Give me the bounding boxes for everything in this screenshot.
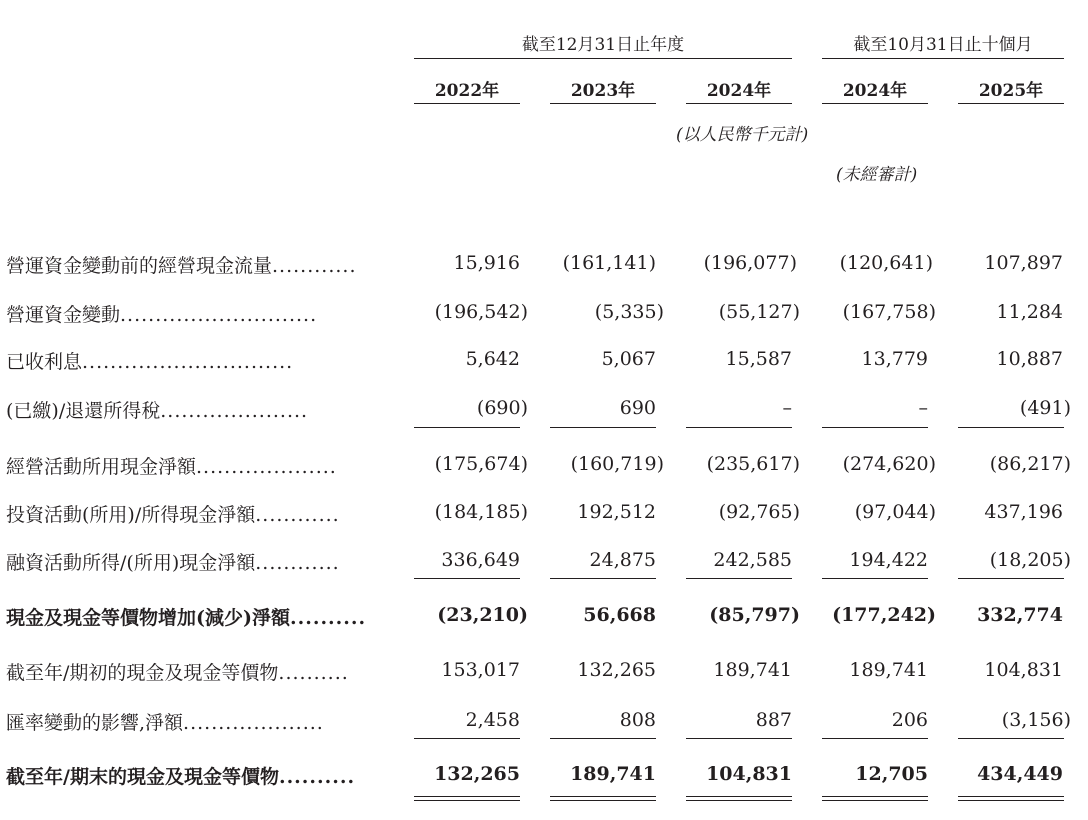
cell-value: (3,156) [1001, 709, 1071, 731]
row-label-net-cash-financing [6, 548, 340, 575]
cell-value: 206 [891, 709, 928, 731]
leader-dots: ............ [255, 504, 340, 526]
subtotal-rule [822, 738, 928, 739]
leader-dots: .......... [278, 766, 356, 788]
cell-value: 104,831 [984, 659, 1063, 681]
total-double-rule [958, 796, 1064, 801]
cell-value: (5,335) [594, 301, 664, 323]
leader-dots: ............................ [120, 304, 318, 326]
unit-note: (以人民幣千元計) [676, 125, 809, 145]
total-double-rule [550, 796, 656, 801]
cell-value: 192,512 [577, 501, 656, 523]
cell-value: (97,044) [854, 501, 936, 523]
cell-value: 189,741 [570, 763, 656, 785]
cell-value: – [918, 397, 928, 419]
total-double-rule [414, 796, 520, 801]
year-underline [686, 103, 792, 104]
subtotal-rule [686, 578, 792, 579]
group-underline-2 [822, 58, 1064, 59]
year-underline [958, 103, 1064, 104]
cell-value: 56,668 [583, 604, 656, 626]
row-label-interest-received [6, 347, 293, 374]
subtotal-rule [822, 578, 928, 579]
cell-value: 194,422 [849, 549, 928, 571]
leader-dots: .............................. [82, 351, 294, 373]
subtotal-rule [414, 578, 520, 579]
cell-value: 153,017 [441, 659, 520, 681]
unaudited-note: (未經審計) [836, 165, 918, 185]
total-double-rule [822, 796, 928, 801]
row-label-income-tax [6, 396, 308, 423]
leader-dots: .................... [196, 456, 337, 478]
year-header-2024: 2024年 [706, 81, 772, 101]
cell-value: 132,265 [434, 763, 520, 785]
cell-value: (235,617) [706, 453, 800, 475]
cell-value: (161,141) [562, 252, 656, 274]
cell-value: (184,185) [434, 501, 528, 523]
row-label-text: 投資活動(所用)/所得現金淨額 [6, 504, 256, 526]
total-double-rule [686, 796, 792, 801]
leader-dots: ............ [255, 552, 340, 574]
column-group-year-ended-dec31: 截至12月31日止年度 [521, 35, 685, 55]
subtotal-rule [686, 427, 792, 428]
row-label-operating-cash-flow-before-wc [6, 251, 357, 278]
cell-value: (167,758) [842, 301, 936, 323]
cell-value: – [782, 397, 792, 419]
year-header-2023: 2023年 [570, 81, 636, 101]
row-label-working-capital-changes [6, 300, 317, 327]
row-label-cash-at-end [6, 762, 355, 789]
cell-value: (86,217) [989, 453, 1071, 475]
cell-value: 336,649 [441, 549, 520, 571]
row-label-text: 經營活動所用現金淨額 [6, 456, 197, 478]
row-label-text: 現金及現金等價物增加(減少)淨額 [6, 607, 290, 629]
cell-value: (160,719) [570, 453, 664, 475]
cell-value: 434,449 [977, 763, 1063, 785]
cell-value: 690 [619, 397, 656, 419]
cell-value: 13,779 [861, 348, 928, 370]
cell-value: (18,205) [989, 549, 1071, 571]
cell-value: 189,741 [849, 659, 928, 681]
cell-value: (690) [476, 397, 528, 419]
cell-value: (55,127) [718, 301, 800, 323]
row-label-text: 營運資金變動前的經營現金流量 [6, 255, 273, 277]
cell-value: 15,587 [725, 348, 792, 370]
cell-value: (196,077) [703, 252, 797, 274]
leader-dots: .......... [278, 662, 349, 684]
subtotal-rule [550, 738, 656, 739]
row-label-fx-effect [6, 708, 324, 735]
cell-value: (175,674) [434, 453, 528, 475]
cell-value: (274,620) [842, 453, 936, 475]
subtotal-rule [822, 427, 928, 428]
row-label-net-cash-operating [6, 452, 337, 479]
leader-dots: .......... [289, 607, 367, 629]
row-label-text: 匯率變動的影響,淨額 [6, 712, 184, 734]
cell-value: 5,642 [465, 348, 520, 370]
cell-value: 332,774 [977, 604, 1063, 626]
leader-dots: ..................... [160, 400, 309, 422]
subtotal-rule [686, 738, 792, 739]
row-label-text: (已繳)/退還所得稅 [6, 400, 161, 422]
year-header-2022: 2022年 [434, 81, 500, 101]
year-underline [414, 103, 520, 104]
cell-value: 107,897 [984, 252, 1063, 274]
cell-value: 11,284 [996, 301, 1063, 323]
cell-value: 808 [619, 709, 656, 731]
leader-dots: .................... [183, 712, 324, 734]
subtotal-rule [550, 578, 656, 579]
year-header-2025-ten-months: 2025年 [978, 81, 1044, 101]
subtotal-rule [958, 738, 1064, 739]
cell-value: (491) [1019, 397, 1071, 419]
row-label-net-change-in-cash [6, 603, 366, 630]
row-label-text: 截至年/期末的現金及現金等價物 [6, 766, 279, 788]
row-label-text: 融資活動所得/(所用)現金淨額 [6, 552, 256, 574]
subtotal-rule [414, 427, 520, 428]
cell-value: 12,705 [855, 763, 928, 785]
cell-value: 242,585 [713, 549, 792, 571]
year-underline [550, 103, 656, 104]
row-label-cash-at-beginning [6, 658, 349, 685]
cell-value: (120,641) [839, 252, 933, 274]
row-label-text: 截至年/期初的現金及現金等價物 [6, 662, 279, 684]
row-label-text: 營運資金變動 [6, 304, 121, 326]
cell-value: (177,242) [832, 604, 936, 626]
leader-dots: ............ [272, 255, 357, 277]
row-label-net-cash-investing [6, 500, 340, 527]
subtotal-rule [550, 427, 656, 428]
cell-value: 437,196 [984, 501, 1063, 523]
row-label-text: 已收利息 [6, 351, 83, 373]
cell-value: 24,875 [589, 549, 656, 571]
cell-value: 189,741 [713, 659, 792, 681]
cell-value: 10,887 [996, 348, 1063, 370]
cell-value: (85,797) [709, 604, 800, 626]
column-group-ten-months-oct31: 截至10月31日止十個月 [853, 35, 1033, 55]
cell-value: 5,067 [601, 348, 656, 370]
year-underline [822, 103, 928, 104]
cell-value: (23,210) [437, 604, 528, 626]
cell-value: 887 [755, 709, 792, 731]
group-underline-1 [414, 58, 792, 59]
cell-value: 104,831 [706, 763, 792, 785]
cell-value: 2,458 [465, 709, 520, 731]
subtotal-rule [414, 738, 520, 739]
subtotal-rule [958, 578, 1064, 579]
cell-value: (196,542) [434, 301, 528, 323]
cell-value: (92,765) [718, 501, 800, 523]
cell-value: 132,265 [577, 659, 656, 681]
year-header-2024-ten-months: 2024年 [842, 81, 908, 101]
subtotal-rule [958, 427, 1064, 428]
cell-value: 15,916 [453, 252, 520, 274]
